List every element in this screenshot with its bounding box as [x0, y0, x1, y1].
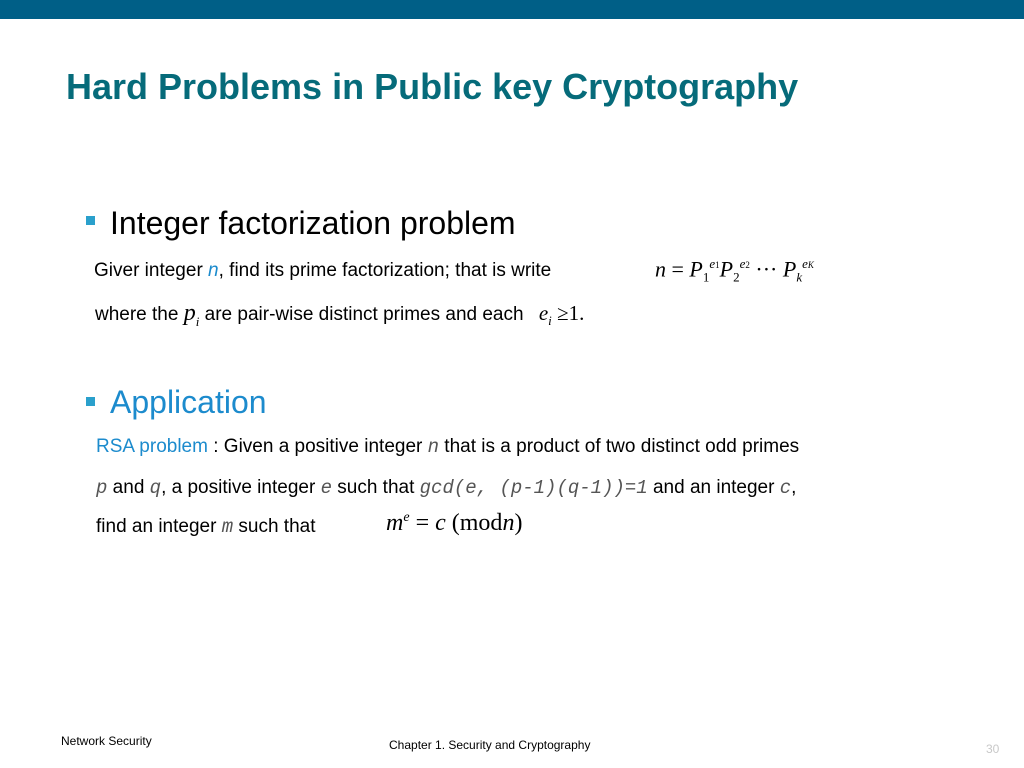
factorization-line-2: [95, 300, 584, 330]
text-segment: and: [107, 477, 150, 498]
text-segment: such that: [331, 477, 420, 498]
variable-n: n: [427, 436, 440, 458]
math-p-i: [183, 300, 200, 329]
rsa-label: RSA problem: [96, 436, 208, 457]
math-sub: k: [796, 269, 803, 285]
math-sup-sub: 1: [715, 260, 720, 270]
math-mod: (mod: [451, 510, 503, 536]
math-sub: 1: [702, 269, 710, 285]
text-segment: , find its prime factorization; that is write: [218, 260, 552, 281]
math-n: n: [655, 256, 666, 282]
math-sup-sub: K: [807, 260, 814, 270]
math-sup: e: [709, 256, 716, 271]
math-sub: i: [195, 313, 200, 329]
math-sup: e: [739, 256, 746, 271]
section-heading-application: Application: [110, 384, 267, 420]
math-m: m: [386, 510, 404, 536]
math-equals: =: [415, 510, 430, 536]
math-e: e: [538, 301, 549, 325]
math-P: P: [719, 256, 734, 282]
math-equals: =: [671, 256, 684, 282]
bullet-square-icon: [86, 216, 95, 225]
text-segment: that is a product of two distinct odd primes: [439, 436, 800, 457]
math-e-cond: [538, 301, 585, 329]
text-segment: where the: [95, 304, 179, 325]
math-sup: e: [802, 256, 808, 271]
rsa-line-3: [96, 516, 316, 538]
math-n: n: [502, 510, 515, 536]
variable-p: p: [96, 477, 108, 499]
factorization-formula: [655, 256, 814, 286]
page-number: 30: [986, 742, 1000, 756]
rsa-formula: [386, 510, 522, 537]
variable-q: q: [149, 477, 162, 499]
variable-c: c: [779, 477, 792, 499]
math-sub: i: [548, 313, 552, 329]
bullet-square-icon: [86, 397, 95, 406]
math-condition: ≥1.: [557, 301, 585, 325]
text-segment: Giver integer: [94, 260, 209, 281]
math-paren: ): [514, 510, 523, 536]
variable-e: e: [320, 477, 332, 499]
math-sup-sub: 2: [745, 260, 750, 270]
math-P: P: [782, 256, 797, 282]
footer-center: Chapter 1. Security and Cryptography: [389, 738, 591, 752]
text-segment: , a positive integer: [161, 477, 321, 498]
math-p: p: [183, 300, 196, 326]
factorization-line-1: [94, 260, 551, 282]
text-segment: find an integer: [96, 516, 222, 537]
text-segment: ,: [791, 477, 797, 498]
math-c: c: [435, 510, 446, 536]
rsa-line-1: [96, 436, 799, 458]
footer-left: Network Security: [61, 734, 152, 748]
math-sup: e: [403, 510, 410, 525]
gcd-expression: gcd(e, (p-1)(q-1))=1: [419, 477, 648, 499]
math-P: P: [689, 256, 703, 282]
math-dots: ···: [755, 256, 778, 282]
text-segment: such that: [233, 516, 316, 537]
rsa-line-2: [96, 477, 796, 499]
slide-title: Hard Problems in Public key Cryptography: [66, 66, 799, 107]
variable-n: n: [208, 260, 219, 281]
section-heading-factorization: Integer factorization problem: [110, 205, 516, 241]
top-bar: [0, 0, 1024, 19]
text-segment: and an integer: [647, 477, 780, 498]
text-segment: : Given a positive integer: [207, 436, 428, 457]
math-sub: 2: [733, 269, 740, 285]
variable-m: m: [221, 516, 234, 538]
text-segment: are pair-wise distinct primes and each: [204, 304, 524, 325]
